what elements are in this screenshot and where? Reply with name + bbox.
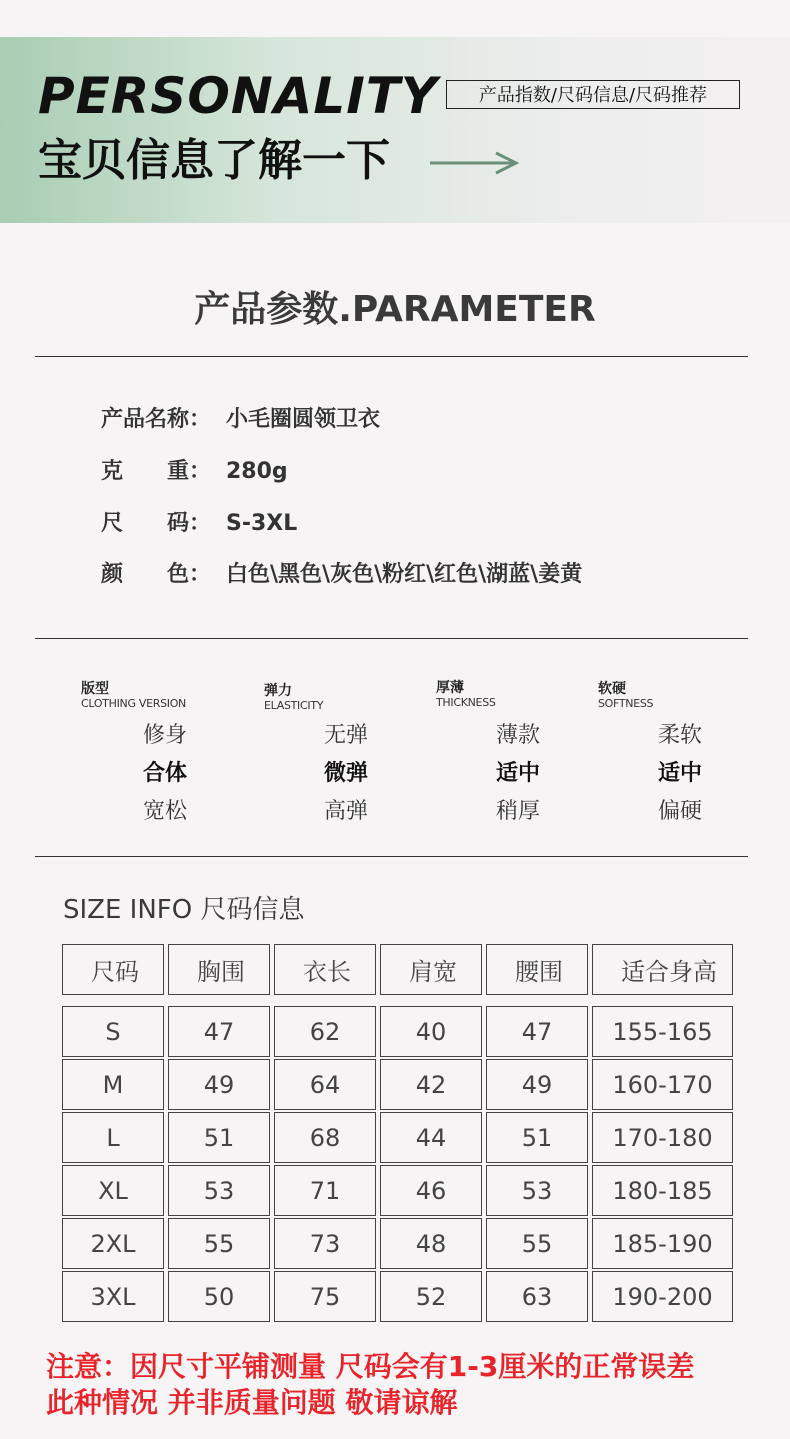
- attr-option: 无弹: [323, 723, 368, 748]
- table-cell: 55: [486, 1218, 588, 1269]
- table-cell: 55: [168, 1218, 270, 1269]
- attr-option: 偏硬: [657, 799, 702, 824]
- attr-option: 稍厚: [495, 799, 540, 824]
- attr-option: 修身: [142, 723, 187, 748]
- param-label: 克 重：: [101, 459, 212, 484]
- table-cell: 190-200: [592, 1271, 733, 1322]
- param-row-color: [101, 560, 582, 590]
- table-cell: 47: [486, 1006, 588, 1057]
- table-cell: 42: [380, 1059, 482, 1110]
- attr-option-selected: 微弹: [323, 761, 368, 786]
- attr-zh: 厚薄: [436, 680, 464, 696]
- table-header-cell: 肩宽: [380, 944, 482, 995]
- table-cell: 62: [274, 1006, 376, 1057]
- table-header-cell: 适合身高: [592, 944, 733, 995]
- banner-headline: 宝贝信息了解一下: [38, 135, 390, 186]
- table-cell: 160-170: [592, 1059, 733, 1110]
- table-cell: 180-185: [592, 1165, 733, 1216]
- param-value: 280g: [226, 459, 288, 484]
- attr-zh: 版型: [81, 681, 109, 697]
- param-row-name: [101, 405, 380, 435]
- table-cell: 71: [274, 1165, 376, 1216]
- table-header-cell: 胸围: [168, 944, 270, 995]
- arrow-right-icon: [430, 148, 520, 178]
- attr-header-fit: [81, 681, 186, 711]
- table-cell: 73: [274, 1218, 376, 1269]
- attr-option-selected: 适中: [657, 761, 702, 786]
- table-cell: 51: [486, 1112, 588, 1163]
- size-info-title: SIZE INFO 尺码信息: [63, 895, 305, 925]
- table-cell: 170-180: [592, 1112, 733, 1163]
- table-cell: L: [62, 1112, 164, 1163]
- brand-title: PERSONALITY: [38, 67, 439, 125]
- table-cell: XL: [62, 1165, 164, 1216]
- table-cell: 49: [168, 1059, 270, 1110]
- table-cell: 185-190: [592, 1218, 733, 1269]
- attr-header-elasticity: [264, 683, 323, 713]
- table-cell: 50: [168, 1271, 270, 1322]
- table-header-cell: 尺码: [62, 944, 164, 995]
- divider: [35, 356, 748, 357]
- table-cell: 53: [486, 1165, 588, 1216]
- param-value: S-3XL: [226, 511, 298, 536]
- table-cell: 155-165: [592, 1006, 733, 1057]
- table-cell: 75: [274, 1271, 376, 1322]
- param-label: 颜 色：: [101, 562, 212, 587]
- param-value: 白色\黑色\灰色\粉红\红色\湖蓝\姜黄: [226, 562, 583, 587]
- attr-en: ELASTICITY: [264, 699, 324, 712]
- attr-option: 高弹: [323, 799, 368, 824]
- attr-en: SOFTNESS: [598, 697, 654, 710]
- table-cell: 46: [380, 1165, 482, 1216]
- divider: [35, 856, 748, 857]
- param-row-weight: [101, 457, 288, 487]
- param-row-size: [101, 509, 297, 539]
- table-cell: 3XL: [62, 1271, 164, 1322]
- divider: [35, 638, 748, 639]
- table-cell: 2XL: [62, 1218, 164, 1269]
- table-cell: M: [62, 1059, 164, 1110]
- param-label: 产品名称：: [101, 407, 212, 432]
- attr-option-selected: 适中: [495, 761, 540, 786]
- table-cell: 47: [168, 1006, 270, 1057]
- attr-option: 宽松: [142, 799, 187, 824]
- attr-en: CLOTHING VERSION: [81, 697, 186, 710]
- attr-zh: 软硬: [598, 681, 626, 697]
- table-cell: 51: [168, 1112, 270, 1163]
- attr-option: 柔软: [657, 723, 702, 748]
- tag-box: 产品指数/尺码信息/尺码推荐: [446, 80, 740, 109]
- table-header-cell: 腰围: [486, 944, 588, 995]
- note-line-1: 注意：因尺寸平铺测量 尺码会有1-3厘米的正常误差: [46, 1350, 695, 1383]
- attr-en: THICKNESS: [436, 696, 496, 709]
- note-line-2: 此种情况 并非质量问题 敬请谅解: [46, 1386, 458, 1419]
- attr-header-softness: [598, 681, 653, 711]
- table-cell: 52: [380, 1271, 482, 1322]
- table-cell: 49: [486, 1059, 588, 1110]
- parameter-title: 产品参数.PARAMETER: [194, 289, 596, 330]
- attr-zh: 弹力: [264, 683, 292, 699]
- table-cell: 53: [168, 1165, 270, 1216]
- param-label: 尺 码：: [101, 511, 212, 536]
- table-cell: 48: [380, 1218, 482, 1269]
- param-value: 小毛圈圆领卫衣: [226, 407, 381, 432]
- table-cell: 63: [486, 1271, 588, 1322]
- table-header-cell: 衣长: [274, 944, 376, 995]
- attr-option: 薄款: [495, 723, 540, 748]
- table-cell: 68: [274, 1112, 376, 1163]
- table-cell: 44: [380, 1112, 482, 1163]
- table-cell: S: [62, 1006, 164, 1057]
- attr-option-selected: 合体: [142, 761, 187, 786]
- table-cell: 64: [274, 1059, 376, 1110]
- table-cell: 40: [380, 1006, 482, 1057]
- header-banner: [0, 37, 790, 223]
- attr-header-thickness: [436, 680, 496, 710]
